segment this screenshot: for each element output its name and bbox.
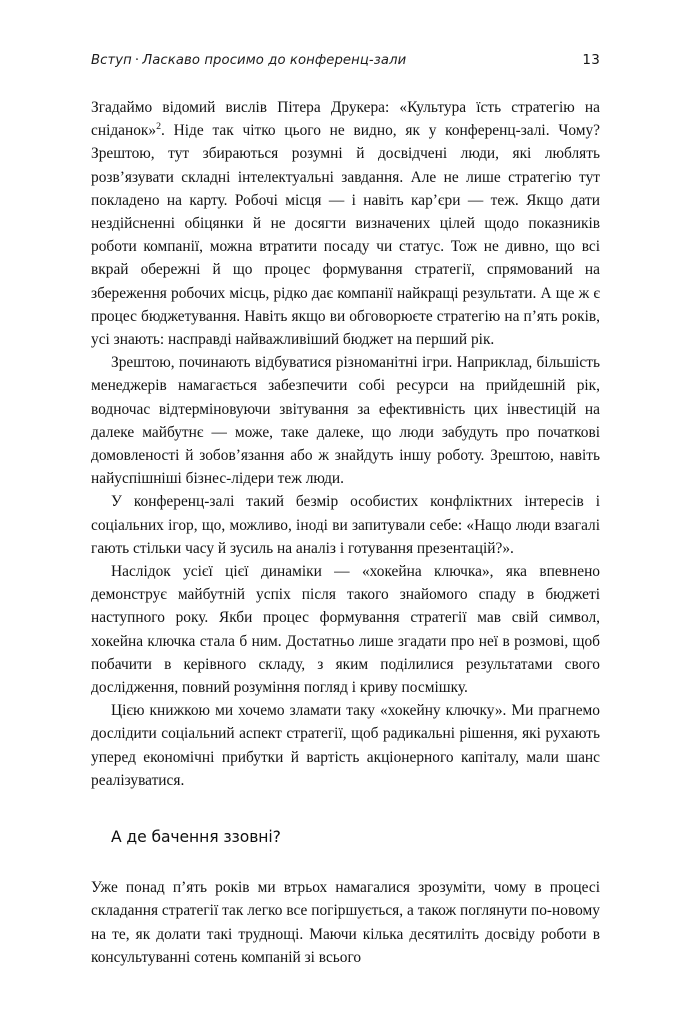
paragraph: Уже понад п’ять років ми втрьох намагалися зрозуміти, чому в процесі складання стратегії так легко все погіршується, а також поглянути по-новому на те, як долати такі труднощі. Маючи кілька десятиліть досвіду роботи в консультуванні сотень компаній зі всього — [91, 879, 600, 966]
page-number: 13 — [582, 52, 600, 68]
section-heading: А де бачення ззовні? — [111, 828, 281, 847]
paragraph-text-after-footnote: . Ніде так чітко цього не видно, як у конференц-залі. Чому? Зрештою, тут збираються розумні й досвідчені люди, які люблять розв’язувати складні інтелектуальні завдання. Але не лише стратегію тут покладено на карту. Робочі місця — і навіть кар’єри — теж. Якщо дати нездійсненні обіцянки й не досягти визначених цілей щодо показників роботи компанії, можна втратити посаду чи статус. Тож не дивно, що всі вкрай обережні й що процес формування стратегії, спрямований на збереження робочих місць, рідко дає компанії найкращі результати. А ще ж є процес бюджетування. Навіть якщо ви обговорюєте стратегію на п’ять років, усі знають: насправді найважливіший бюджет на перший рік. — [91, 122, 600, 349]
paragraph: У конференц-залі такий безмір особистих конфліктних інтересів і соціальних ігор, що, можливо, іноді ви запитували себе: «Нащо люди взагалі гають стільки часу й зусиль на аналіз і готування презентацій?». — [91, 493, 600, 557]
text-block — [91, 96, 600, 969]
running-header-section: Ласкаво просимо до конференц-зали — [142, 53, 407, 68]
running-header — [91, 52, 600, 74]
running-header-separator: · — [134, 53, 140, 68]
paragraph: Зрештою, починають відбуватися різноманітні ігри. Наприклад, більшість менеджерів намагається забезпечити собі ресурси на прийдешній рік, водночас відтерміновуючи звітування за ефективність цих інвестицій на далеке майбутнє — може, таке далеке, що люди забудуть про початкові домовленості й зобов’язання або ж знайдуть іншу роботу. Зрештою, навіть найуспішніші бізнес-лідери теж люди. — [91, 354, 600, 488]
paragraph: Наслідок усієї цієї динаміки — «хокейна ключка», яка впевнено демонструє майбутній успіх після такого знайомого спаду в бюджеті наступного року. Якби процес формування стратегії мав свій символ, хокейна ключка стала б ним. Достатньо лише згадати про неї в розмові, щоб побачити в керівного складу, з яким поділилися результатами свого дослідження, повний розуміння погляд і криву посмішку. — [91, 563, 600, 697]
spacer-before-heading — [91, 792, 600, 826]
spacer-after-heading — [91, 849, 600, 876]
running-header-title — [91, 53, 406, 68]
footnote-marker: 2 — [156, 121, 162, 133]
paragraph: Цією книжкою ми хочемо зламати таку «хокейну ключку». Ми прагнемо дослідити соціальний аспект стратегії, щоб радикальні рішення, які рухають уперед економічні прибутки й вартість акціонерного капіталу, мали шанс реалізуватися. — [91, 702, 600, 789]
paragraph-text-before-footnote: Згадаймо відомий вислів Пітера Друкера: «Культура їсть стратегію на сніданок» — [91, 99, 600, 140]
running-header-chapter: Вступ — [91, 53, 132, 68]
paragraph — [91, 96, 600, 351]
